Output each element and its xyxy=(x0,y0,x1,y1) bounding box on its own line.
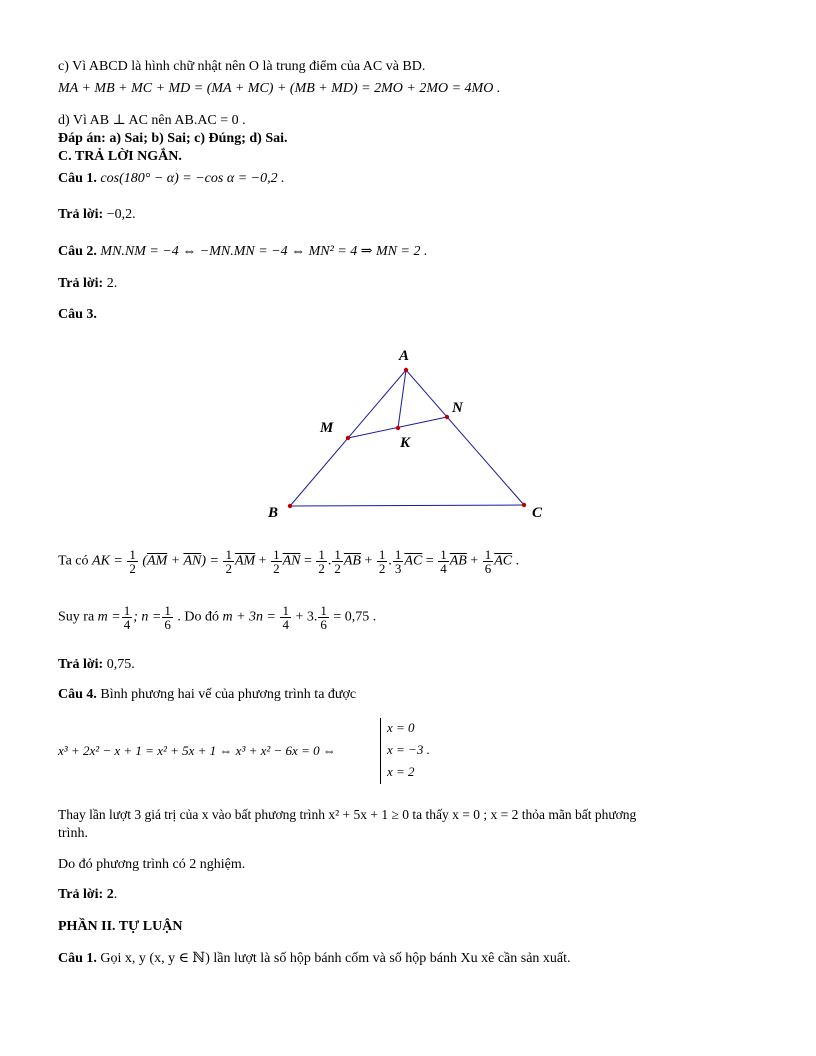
do-do-sentence: Do đó phương trình có 2 nghiệm. xyxy=(58,857,246,872)
m3n-text: m + 3n = xyxy=(222,609,276,625)
point-k xyxy=(396,426,400,430)
cau1-line xyxy=(58,170,285,188)
label-a: A xyxy=(399,348,410,364)
answer-4-value: 2 xyxy=(106,887,114,902)
answer-key-line xyxy=(58,130,288,148)
result-075: = 0,75 . xyxy=(333,609,377,625)
cau1b-label: Câu 1. xyxy=(58,951,97,966)
label-c: C xyxy=(532,505,543,521)
answer-label: Trả lời: xyxy=(58,276,104,291)
answer-label: Trả lời: xyxy=(58,657,104,672)
point-n xyxy=(445,415,449,419)
solution-cases-bracket xyxy=(380,718,471,784)
segment-bc xyxy=(290,505,524,506)
cau3-label: Câu 3. xyxy=(58,307,97,322)
part-c-text: c) Vì ABCD là hình chữ nhật nên O là trung điểm của AC và BD. xyxy=(58,59,426,74)
answer-3 xyxy=(58,656,135,674)
part-c-equation: MA + MB + MC + MD = (MA + MC) + (MB + MD) = 2MO + 2MO = 4MO . xyxy=(58,81,501,96)
answer-3-value: 0,75. xyxy=(106,657,135,672)
cau4-text: Bình phương hai vế của phương trình ta được xyxy=(100,687,357,702)
label-m: M xyxy=(320,420,334,436)
case-3: x = 2 xyxy=(387,764,415,779)
cau4-equation: x³ + 2x² − x + 1 = x² + 5x + 1 ⇔ x³ + x² − 6x = 0 ⇔ xyxy=(58,743,336,758)
do-do-text: . Do đó xyxy=(177,609,219,625)
cau2-equation: MN.NM = −4 ⇔ −MN.MN = −4 ⇔ MN² = 4 ⇒ MN = 2 . xyxy=(100,244,428,259)
answer-2-value: 2. xyxy=(106,276,118,291)
ta-co-text: Ta có xyxy=(58,553,89,569)
case-2: x = −3 . xyxy=(387,742,430,757)
cau1-label: Câu 1. xyxy=(58,171,97,186)
suy-ra-text: Suy ra xyxy=(58,609,95,625)
answer-key-value: a) Sai; b) Sai; c) Đúng; d) Sai. xyxy=(109,131,288,146)
thay-text: Thay lần lượt 3 giá trị của x vào bất phương trình x² + 5x + 1 ≥ 0 ta thấy x = 0 ; x = 2 thỏa mãn bất phương xyxy=(58,807,637,822)
case-1: x = 0 xyxy=(387,720,415,735)
cau4-line xyxy=(58,686,356,704)
point-c xyxy=(522,503,526,507)
answer-4: Trả lời: 2. xyxy=(58,887,118,902)
cau2-label: Câu 2. xyxy=(58,244,97,259)
ak-equation-line: Ta có AK = $\frac{1}{2}$ $(\overline{AM} + \overline{AN})$ = $\frac{1}{2}$ $\overline{AM}$ + $\frac{1}{2}$ $\overline{AN}$ = $\frac{1}{2}$ . $\frac{1}{2}$ $\overline{AB}$ + $\frac{1}{2}$ . $\frac{1}{3}$ $\overline{AC}$ = $\frac{1}{4}$ $\overline{AB}$ + $\frac{1}{6}$ $\overline{AC}$ . xyxy=(58,547,520,576)
cau1b-text: Gọi x, y (x, y ∈ ℕ) lần lượt là số hộp bánh cốm và số hộp bánh Xu xê cần sản xuất. xyxy=(100,951,571,966)
segment-ac xyxy=(406,370,524,505)
triangle-figure xyxy=(250,340,560,530)
part-d-text: d) Vì AB ⊥ AC nên AB.AC = 0 . xyxy=(58,113,246,128)
part-ii-heading: PHẦN II. TỰ LUẬN xyxy=(58,919,183,934)
point-m xyxy=(346,436,350,440)
answer-1 xyxy=(58,206,136,224)
cau2-line xyxy=(58,243,427,261)
label-b: B xyxy=(268,505,279,521)
point-a xyxy=(404,368,408,372)
point-b xyxy=(288,504,292,508)
label-k: K xyxy=(400,435,411,451)
answer-key-label: Đáp án: xyxy=(58,131,106,146)
trinh-text: trình. xyxy=(58,826,88,841)
answer-1-value: −0,2. xyxy=(106,207,136,222)
cau4-label: Câu 4. xyxy=(58,687,97,702)
label-n: N xyxy=(452,400,463,416)
ak-eq-start: AK = xyxy=(92,553,123,569)
section-c-heading: C. TRẢ LỜI NGẮN. xyxy=(58,149,182,164)
answer-label: Trả lời: xyxy=(58,207,104,222)
answer-label: Trả lời: xyxy=(58,887,104,902)
cau1b-line xyxy=(58,950,571,968)
suy-ra-line: Suy ra m = $\frac{1}{4}$ ; n = $\frac{1}{6}$ . Do đó m + 3n = $\frac{1}{4}$ + 3. $\frac{1}{6}$ = 0,75 . xyxy=(58,603,377,632)
cau1-equation: cos(180° − α) = −cos α = −0,2 . xyxy=(100,171,285,186)
answer-2 xyxy=(58,275,117,293)
